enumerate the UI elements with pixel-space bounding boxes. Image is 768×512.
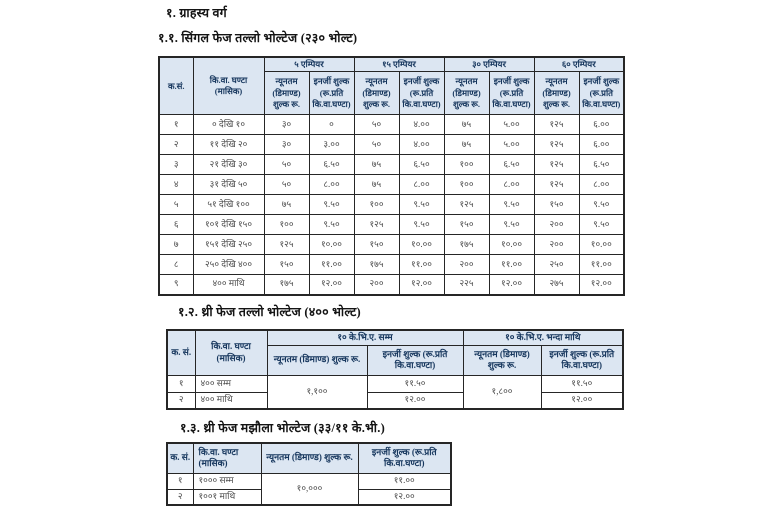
cell: १२५ [354,215,399,235]
cell: १२.०० [367,392,463,409]
cell: १००१ माथि [193,489,261,505]
cell: १२५ [534,155,579,175]
col-group-upto-10-kva: १० के.भि.ए. सम्म [267,330,463,345]
col-header-min-charge: न्यूनतम (डिमाण्ड) शुल्क रू. [354,72,399,115]
col-header-energy-charge: इनर्जी शुल्क (रू.प्रति कि.वा.घण्टा) [541,345,623,375]
cell: २०० [534,215,579,235]
cell: ८.०० [489,175,534,195]
cell: ५.०० [489,135,534,155]
cell: २०० [444,255,489,275]
cell: १७५ [354,255,399,275]
cell: ११.५० [367,375,463,392]
cell: १०१ देखि १५० [193,215,264,235]
cell: ४०० माथि [193,275,264,295]
table-header [167,443,451,473]
cell: ११ देखि २० [193,135,264,155]
cell: १०,००० [261,473,358,505]
col-header-min-charge: न्यूनतम (डिमाण्ड) शुल्क रू. [463,345,541,375]
cell: ९.५० [399,215,444,235]
cell: १०.०० [309,235,354,255]
col-header-sn: क.सं. [159,57,193,115]
cell: ९ [159,275,193,295]
cell: १ [167,375,195,392]
cell: ३० [264,115,309,135]
cell: १००० सम्म [193,473,261,489]
cell: १२५ [534,115,579,135]
table-body [159,115,624,295]
cell: ११.०० [399,255,444,275]
cell: ६.५० [489,155,534,175]
three-phase-lv-tariff-table [166,329,624,410]
cell: १७५ [444,235,489,255]
cell: १५१ देखि २५० [193,235,264,255]
cell: ६.०० [579,135,624,155]
table-row [159,175,624,195]
cell: २७५ [534,275,579,295]
col-group-15-amp: १५ एम्पियर [354,57,444,72]
cell: १०.०० [489,235,534,255]
cell: ११.०० [579,255,624,275]
cell: ९.५० [489,195,534,215]
cell: ६.५० [579,155,624,175]
cell: १७५ [264,275,309,295]
cell: ३ [159,155,193,175]
cell: १,८०० [463,375,541,409]
col-group-5-amp: ५ एम्पियर [264,57,354,72]
col-header-energy-charge: इनर्जी शुल्क (रू.प्रति कि.वा.घण्टा) [489,72,534,115]
cell: २ [167,489,193,505]
col-header-min-charge: न्यूनतम (डिमाण्ड) शुल्क रू. [267,345,367,375]
col-header-min-charge: न्यूनतम (डिमाण्ड) शुल्क रू. [534,72,579,115]
cell: ९.५० [579,215,624,235]
cell: १२.०० [489,275,534,295]
cell: ५० [264,175,309,195]
cell: ९.५० [309,215,354,235]
cell: २१ देखि ३० [193,155,264,175]
cell: ७ [159,235,193,255]
single-phase-tariff-table [158,56,625,296]
cell: ११.०० [309,255,354,275]
cell: ८.०० [309,175,354,195]
col-group-above-10-kva: १० के.भि.ए. भन्दा माथि [463,330,623,345]
cell: ८ [159,255,193,275]
subsection-title-three-phase-mv: १.३. थ्री फेज मझौला भोल्टेज (३३/११ के.भी.) [180,421,385,435]
cell: १२.०० [309,275,354,295]
cell: ४ [159,175,193,195]
col-header-min-charge: न्यूनतम (डिमाण्ड) शुल्क रू. [261,443,358,473]
col-header-min-charge: न्यूनतम (डिमाण्ड) शुल्क रू. [264,72,309,115]
cell: १,१०० [267,375,367,409]
table-row [159,195,624,215]
cell: ६.५० [399,155,444,175]
cell: ५.०० [489,115,534,135]
col-group-30-amp: ३० एम्पियर [444,57,534,72]
cell: २२५ [444,275,489,295]
table-header [159,57,624,115]
three-phase-mv-tariff-table [166,442,452,506]
col-group-60-amp: ६० एम्पियर [534,57,624,72]
cell: ७५ [444,115,489,135]
cell: ७५ [354,175,399,195]
cell: ५० [264,155,309,175]
cell: २ [167,392,195,409]
cell: १५० [534,195,579,215]
cell: १२५ [534,135,579,155]
cell: ९.५० [489,215,534,235]
col-header-energy-charge: इनर्जी शुल्क (रू.प्रति कि.वा.घण्टा) [358,443,451,473]
table-row [159,255,624,275]
cell: १२.०० [399,275,444,295]
cell: ११.०० [358,473,451,489]
table-row [159,235,624,255]
cell: १०.०० [399,235,444,255]
cell: ६.०० [579,115,624,135]
cell: १ [159,115,193,135]
col-header-kwh: कि.वा. घण्टा (मासिक) [195,330,267,375]
col-header-energy-charge: इनर्जी शुल्क (रू.प्रति कि.वा.घण्टा) [579,72,624,115]
cell: ७५ [444,135,489,155]
table-row [159,115,624,135]
col-header-kwh: कि.वा. घण्टा (मासिक) [193,443,261,473]
cell: ४.०० [399,135,444,155]
cell: १२५ [534,175,579,195]
cell: ९.५० [579,195,624,215]
cell: १०.०० [579,235,624,255]
cell: ४.०० [399,115,444,135]
col-header-energy-charge: इनर्जी शुल्क (रू.प्रति कि.वा.घण्टा) [309,72,354,115]
table-row [167,375,623,392]
cell: ४०० सम्म [195,375,267,392]
cell: १०० [264,215,309,235]
table-body [167,375,623,409]
cell: ३१ देखि ५० [193,175,264,195]
col-header-sn: क. सं. [167,443,193,473]
cell: ५० [354,115,399,135]
cell: २ [159,135,193,155]
subsection-title-single-phase: १.१. सिंगल फेज तल्लो भोल्टेज (२३० भोल्ट) [158,31,358,45]
table-row [159,215,624,235]
col-header-energy-charge: इनर्जी शुल्क (रू.प्रति कि.वा.घण्टा) [399,72,444,115]
table-row [159,275,624,295]
cell: १५० [264,255,309,275]
table-row [159,155,624,175]
cell: ८.०० [399,175,444,195]
cell: ० [309,115,354,135]
col-header-kwh: कि.वा. घण्टा (मासिक) [193,57,264,115]
col-header-energy-charge: इनर्जी शुल्क (रू.प्रति कि.वा.घण्टा) [367,345,463,375]
cell: ७५ [354,155,399,175]
cell: ७५ [264,195,309,215]
cell: १२.०० [358,489,451,505]
table-row [159,135,624,155]
cell: ६.५० [309,155,354,175]
col-header-sn: क. सं. [167,330,195,375]
cell: १२.०० [579,275,624,295]
cell: २५० [534,255,579,275]
cell: ८.०० [579,175,624,195]
cell: ११.५० [541,375,623,392]
cell: ५१ देखि १०० [193,195,264,215]
cell: ३० [264,135,309,155]
cell: १५० [444,215,489,235]
cell: १२५ [444,195,489,215]
col-header-min-charge: न्यूनतम (डिमाण्ड) शुल्क रू. [444,72,489,115]
cell: ५ [159,195,193,215]
cell: ६ [159,215,193,235]
cell: १०० [444,155,489,175]
table-header [167,330,623,375]
cell: १२.०० [541,392,623,409]
cell: ४०० माथि [195,392,267,409]
table-row [167,392,623,409]
cell: १५० [354,235,399,255]
cell: ० देखि १० [193,115,264,135]
subsection-title-three-phase-lv: १.२. थ्री फेज तल्लो भोल्टेज (४०० भोल्ट) [178,305,361,319]
cell: १०० [444,175,489,195]
cell: २०० [354,275,399,295]
table-row [167,473,451,489]
cell: ९.५० [309,195,354,215]
cell: २५० देखि ४०० [193,255,264,275]
cell: १०० [354,195,399,215]
section-title: १. ग्राहस्य वर्ग [166,6,227,20]
cell: ५० [354,135,399,155]
cell: ९.५० [399,195,444,215]
cell: २०० [534,235,579,255]
cell: १२५ [264,235,309,255]
cell: ११.०० [489,255,534,275]
cell: १ [167,473,193,489]
cell: ३.०० [309,135,354,155]
table-body [167,473,451,505]
